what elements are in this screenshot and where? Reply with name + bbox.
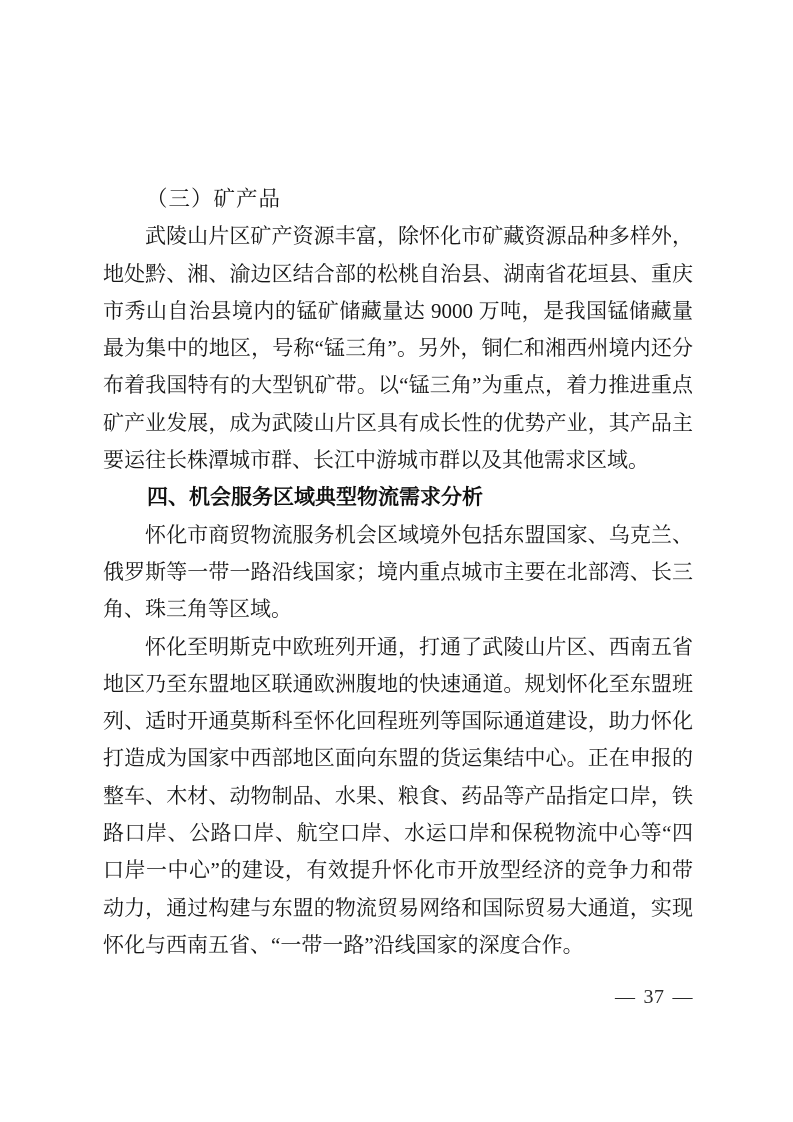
text-line: 路口岸、公路口岸、航空口岸、水运口岸和保税物流中心等“四: [103, 821, 693, 846]
text-line: 地区乃至东盟地区联通欧洲腹地的快速通道。规划怀化至东盟班: [103, 671, 693, 696]
text-line: 角、珠三角等区域。: [103, 597, 292, 622]
text-line: 怀化市商贸物流服务机会区域境外包括东盟国家、乌克兰、: [145, 522, 693, 547]
text-line: 俄罗斯等一带一路沿线国家；境内重点城市主要在北部湾、长三: [103, 559, 693, 584]
paragraph-service-regions: [103, 517, 693, 629]
section-heading-demand-analysis: 四、机会服务区域典型物流需求分析: [147, 486, 483, 510]
text-line: 列、适时开通莫斯科至怀化回程班列等国际通道建设，助力怀化: [103, 709, 693, 734]
text-line: 矿产业发展，成为武陵山片区具有成长性的优势产业，其产品主: [103, 410, 693, 435]
footer-dash-left: —: [615, 986, 636, 1008]
page-number: 37: [643, 986, 665, 1008]
text-line: 最为集中的地区，号称“锰三角”。另外，铜仁和湘西州境内还分: [103, 336, 693, 361]
footer-dash-right: —: [672, 986, 693, 1008]
text-line: 口岸一中心”的建设，有效提升怀化市开放型经济的竞争力和带: [103, 858, 693, 883]
section-heading-mineral-products: （三）矿产品: [146, 187, 282, 211]
text-line: 动力，通过构建与东盟的物流贸易网络和国际贸易大通道，实现: [103, 895, 693, 920]
text-line: 要运往长株潭城市群、长江中游城市群以及其他需求区域。: [103, 448, 649, 473]
text-line: 怀化至明斯克中欧班列开通，打通了武陵山片区、西南五省: [145, 634, 693, 659]
text-line: 布着我国特有的大型钒矿带。以“锰三角”为重点，着力推进重点: [103, 373, 693, 398]
text-line: 怀化与西南五省、“一带一路”沿线国家的深度合作。: [103, 932, 584, 957]
page-content: [103, 181, 693, 964]
text-line: 整车、木材、动物制品、水果、粮食、药品等产品指定口岸，铁: [103, 783, 693, 808]
text-line: 武陵山片区矿产资源丰富，除怀化市矿藏资源品种多样外，: [145, 224, 693, 249]
page-footer: [615, 986, 693, 1009]
paragraph-corridor-development: [103, 629, 693, 965]
text-line: 市秀山自治县境内的锰矿储藏量达 9000 万吨，是我国锰储藏量: [103, 298, 693, 323]
paragraph-mineral-resources: [103, 218, 693, 479]
text-line: 地处黔、湘、渝边区结合部的松桃自治县、湖南省花垣县、重庆: [103, 261, 693, 286]
text-line: 打造成为国家中西部地区面向东盟的货运集结中心。正在申报的: [103, 746, 693, 771]
